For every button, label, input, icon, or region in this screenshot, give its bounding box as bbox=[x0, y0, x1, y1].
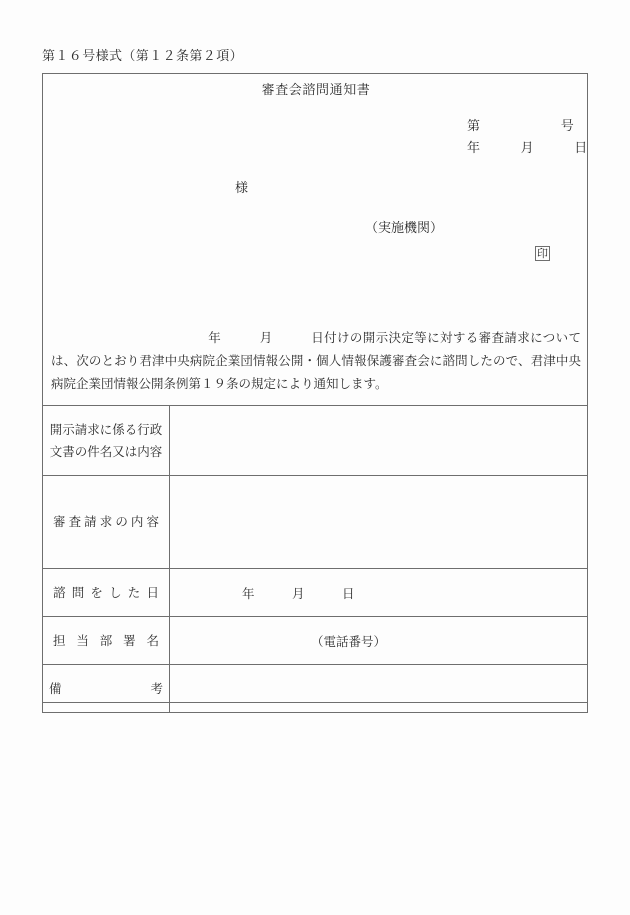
row-label-text: 審査請求の内容 bbox=[53, 514, 159, 529]
row-label-line-1: 開示請求に係る行政 bbox=[49, 421, 163, 437]
row-value-text: 年 月 日 bbox=[242, 585, 355, 601]
row-value-review-request[interactable] bbox=[170, 476, 588, 569]
table-row bbox=[43, 476, 588, 569]
row-label-review-request bbox=[43, 476, 170, 569]
form-fields-table bbox=[42, 405, 588, 713]
row-label-inquiry-date bbox=[43, 569, 170, 617]
document-number-field: 第 号 bbox=[467, 119, 575, 134]
table-row bbox=[43, 406, 588, 476]
row-label-text: 備考 bbox=[49, 680, 163, 696]
row-label-disclosure-document bbox=[43, 406, 170, 476]
row-value-disclosure-document[interactable] bbox=[170, 406, 588, 476]
row-value-remarks[interactable] bbox=[170, 665, 588, 713]
row-value-inquiry-date[interactable] bbox=[170, 569, 588, 617]
row-value-text: （電話番号） bbox=[310, 633, 386, 649]
document-title: 審査会諮問通知書 bbox=[261, 83, 371, 98]
form-number: 第１６号様式（第１２条第２項） bbox=[42, 49, 244, 64]
row-label-text: 諮問をした日 bbox=[53, 584, 159, 600]
row-value-department[interactable] bbox=[170, 617, 588, 665]
row-label-text: 担当部署名 bbox=[53, 632, 159, 648]
row-label-department bbox=[43, 617, 170, 665]
table-row bbox=[43, 665, 588, 713]
table-row bbox=[43, 617, 588, 665]
notification-body-text: 年 月 日付けの開示決定等に対する審査請求については、次のとおり君津中央病院企業団情報公開・個人情報保護審査会に諮問したので、君津中央病院企業団情報公開条例第１９条の規定により通知します。 bbox=[51, 330, 581, 391]
document-date-field: 年 月 日 bbox=[467, 141, 588, 156]
addressee-suffix: 様 bbox=[235, 181, 249, 196]
table-row bbox=[43, 569, 588, 617]
seal-stamp-icon: 印 bbox=[537, 247, 548, 260]
row-label-line-2: 文書の件名又は内容 bbox=[49, 443, 163, 459]
form-frame bbox=[42, 73, 588, 703]
row-label-remarks bbox=[43, 665, 170, 713]
issuing-agency-label: （実施機関） bbox=[365, 221, 444, 236]
